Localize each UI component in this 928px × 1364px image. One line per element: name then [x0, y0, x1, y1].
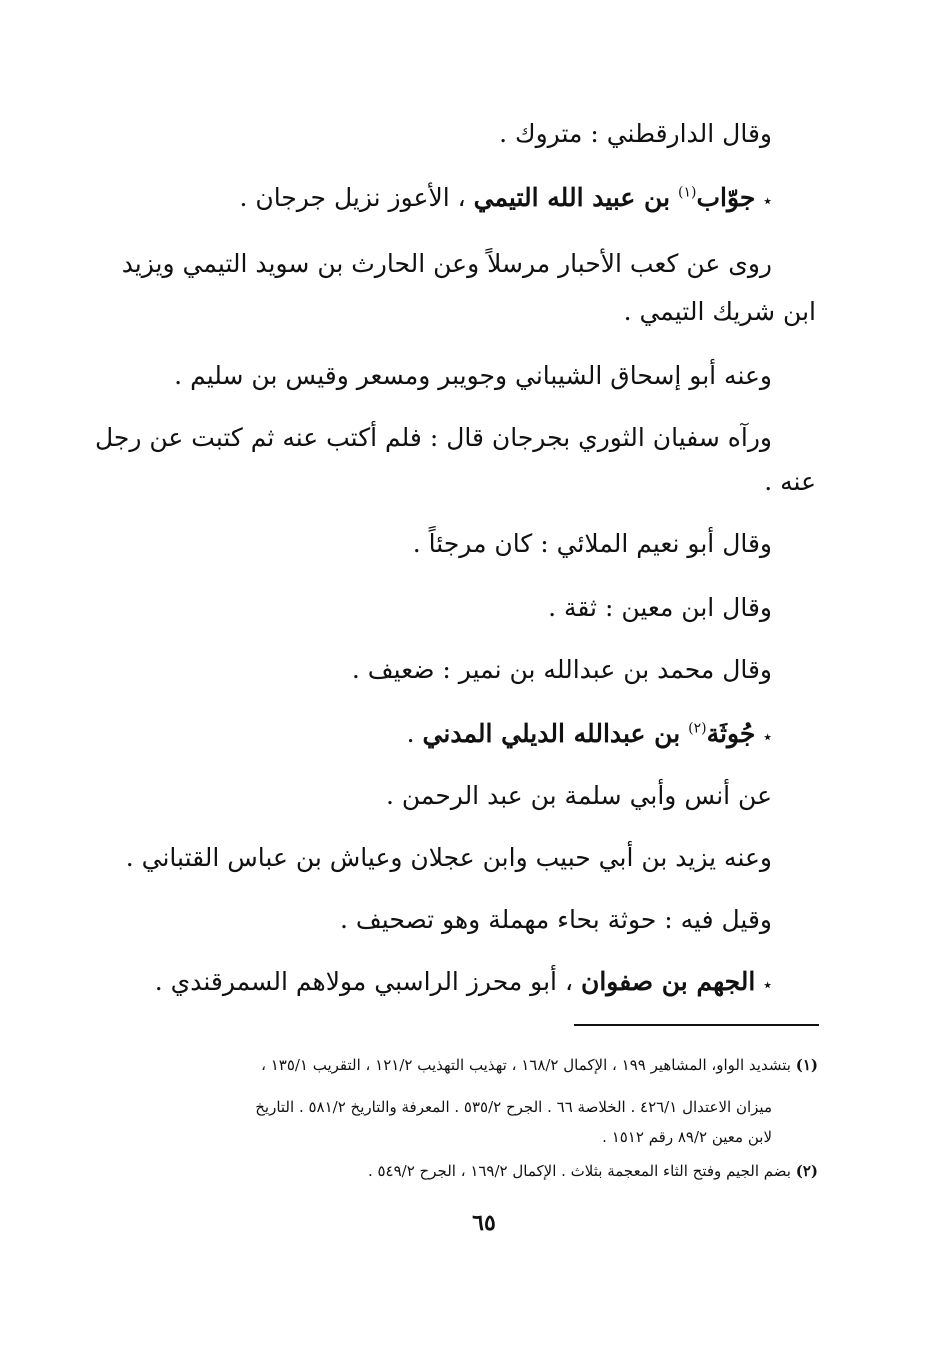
footnote-number: (٢): [795, 1162, 818, 1180]
entry-name: الجهم بن صفوان: [580, 967, 756, 996]
text-line: وقال الدارقطني : متروك .: [499, 119, 772, 148]
entry-heading: [407, 716, 772, 755]
entry-star: ٭: [763, 975, 772, 994]
footnote-divider: [574, 1024, 819, 1026]
footnote-number: (١): [795, 1056, 818, 1074]
footnote-ref: (١): [678, 184, 697, 201]
entry-heading: [239, 180, 772, 219]
entry-heading: [155, 964, 772, 1003]
text-line: وقال أبو نعيم الملائي : كان مرجئاً .: [412, 529, 772, 558]
text-line: ورآه سفيان الثوري بجرجان قال : فلم أكتب عنه ثم كتبت عن رجل: [94, 423, 772, 452]
entry-name-rest: بن عبيد الله التيمي: [473, 183, 671, 212]
text-line: وقال ابن معين : ثقة .: [548, 593, 772, 622]
footnote-1-cont: لابن معين ٨٩/٢ رقم ١٥١٢ .: [602, 1128, 772, 1146]
entry-desc: .: [406, 719, 415, 748]
text-line: وعنه يزيد بن أبي حبيب وابن عجلان وعياش بن عباس القتباني .: [125, 843, 772, 872]
entry-desc: ، الأعوز نزيل جرجان .: [239, 183, 466, 212]
text-line: وقال محمد بن عبدالله بن نمير : ضعيف .: [351, 655, 772, 684]
entry-name: جوّاب: [696, 183, 756, 212]
footnote-text: بتشديد الواو، المشاهير ١٩٩ ، الإكمال ١٦٨/٢ ، تهذيب التهذيب ١٢١/٢ ، التقريب ١٣٥/١ ،: [261, 1056, 791, 1074]
text-line: ابن شريك التيمي .: [623, 297, 816, 326]
entry-star: ٭: [763, 727, 772, 746]
entry-desc: ، أبو محرز الراسبي مولاهم السمرقندي .: [154, 967, 574, 996]
text-line: عن أنس وأبي سلمة بن عبد الرحمن .: [385, 781, 772, 810]
entry-star: ٭: [763, 191, 772, 210]
text-line: روى عن كعب الأحبار مرسلاً وعن الحارث بن سويد التيمي ويزيد: [121, 249, 772, 278]
entry-name-rest: بن عبدالله الديلي المدني: [422, 719, 681, 748]
footnote-1: [261, 1054, 818, 1076]
text-line: عنه .: [764, 467, 816, 496]
text-line: وقيل فيه : حوثة بحاء مهملة وهو تصحيف .: [340, 905, 772, 934]
footnote-text: بضم الجيم وفتح الثاء المعجمة بثلاث . الإكمال ١٦٩/٢ ، الجرح ٥٤٩/٢ .: [367, 1162, 791, 1180]
text-line: وعنه أبو إسحاق الشيباني وجويبر ومسعر وقيس بن سليم .: [174, 361, 772, 390]
page-number: ٦٥: [472, 1210, 496, 1236]
footnote-ref: (٢): [688, 720, 707, 737]
entry-name: جُوثَة: [706, 719, 756, 748]
footnote-2: [368, 1160, 818, 1182]
footnote-1-cont: ميزان الاعتدال ٤٢٦/١ . الخلاصة ٦٦ . الجرح ٥٣٥/٢ . المعرفة والتاريخ ٥٨١/٢ . التاريخ: [255, 1098, 772, 1116]
